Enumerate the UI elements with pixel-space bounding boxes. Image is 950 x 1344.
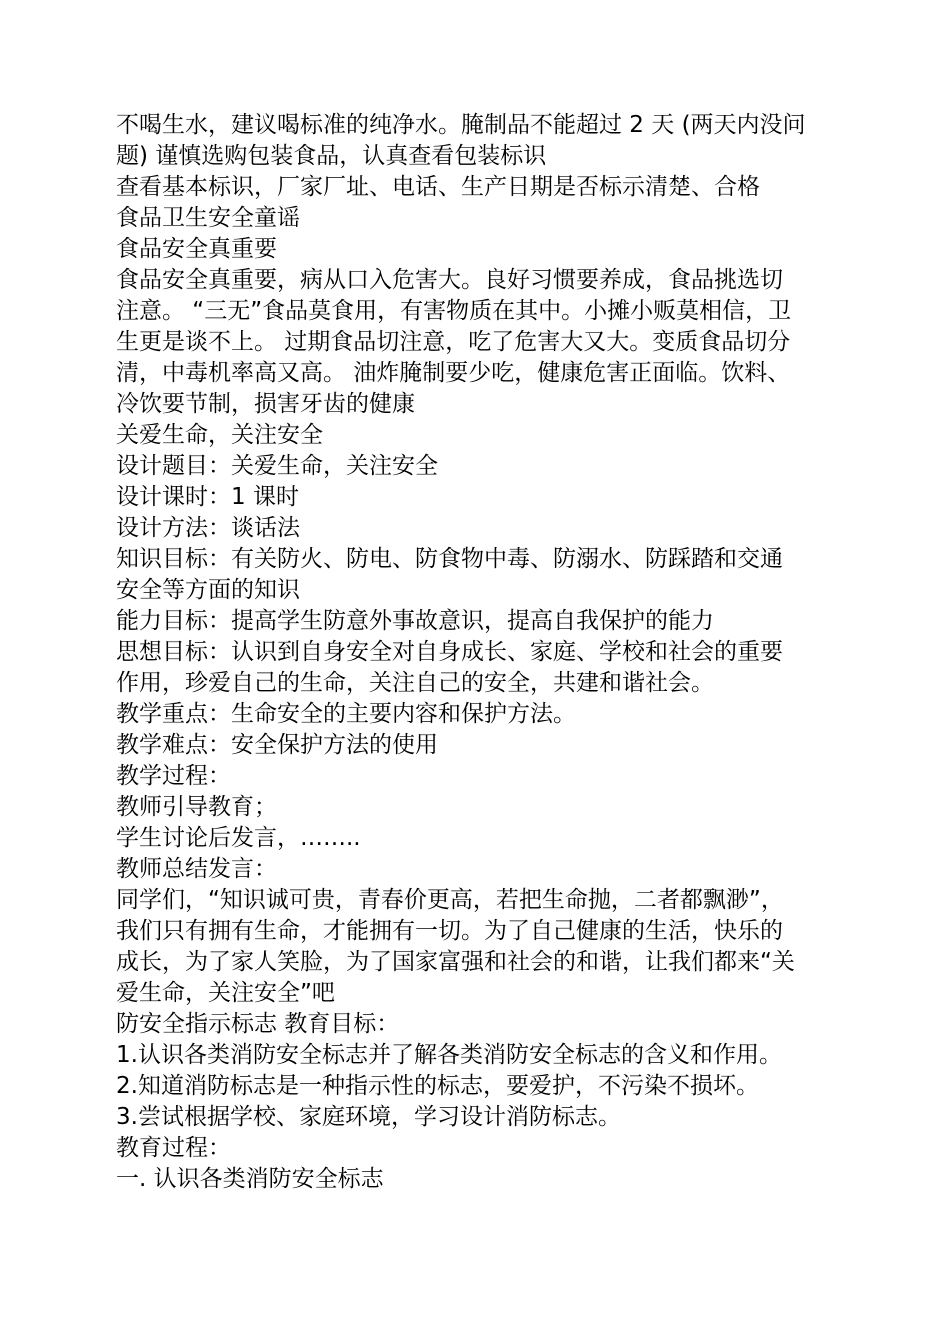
text-line: 教学过程： xyxy=(116,763,231,789)
text-line: 教学重点：生命安全的主要内容和保护方法。 xyxy=(116,701,576,727)
text-line: 题) 谨慎选购包装食品，认真查看包装标识 xyxy=(116,143,547,169)
text-line: 设计题目：关爱生命，关注安全 xyxy=(116,453,438,479)
text-line: 我们只有拥有生命，才能拥有一切。为了自己健康的生活，快乐的 xyxy=(116,918,783,944)
document-body xyxy=(116,110,836,1195)
text-line: 教师引导教育； xyxy=(116,794,277,820)
text-line: 同学们，“知识诚可贵，青春价更高，若把生命抛，二者都飘渺”， xyxy=(116,887,784,913)
text-line: 一. 认识各类消防安全标志 xyxy=(116,1166,384,1192)
text-line: 3.尝试根据学校、家庭环境，学习设计消防标志。 xyxy=(116,1104,621,1130)
text-line: 作用，珍爱自己的生命，关注自己的安全，共建和谐社会。 xyxy=(116,670,714,696)
text-line: 不喝生水，建议喝标准的纯净水。腌制品不能超过 2 天 (两天内没问 xyxy=(116,112,806,138)
text-line: 成长，为了家人笑脸，为了国家富强和社会的和谐，让我们都来“关 xyxy=(116,949,795,975)
text-line: 教师总结发言： xyxy=(116,856,277,882)
text-line: 设计方法：谈话法 xyxy=(116,515,300,541)
text-line: 学生讨论后发言，…….. xyxy=(116,825,361,851)
text-line: 爱生命，关注安全”吧 xyxy=(116,980,335,1006)
text-line: 设计课时：1 课时 xyxy=(116,484,299,510)
text-line: 防安全指示标志 教育目标： xyxy=(116,1011,400,1037)
text-line: 安全等方面的知识 xyxy=(116,577,300,603)
text-line: 2.知道消防标志是一种指示性的标志，要爱护，不污染不损坏。 xyxy=(116,1073,759,1099)
text-line: 食品安全真重要 xyxy=(116,236,277,262)
text-line: 知识目标：有关防火、防电、防食物中毒、防溺水、防踩踏和交通 xyxy=(116,546,783,572)
text-line: 能力目标：提高学生防意外事故意识，提高自我保护的能力 xyxy=(116,608,714,634)
text-line: 教学难点：安全保护方法的使用 xyxy=(116,732,438,758)
text-line: 清，中毒机率高又高。 油炸腌制要少吃，健康危害正面临。饮料、 xyxy=(116,360,791,386)
text-line: 冷饮要节制，损害牙齿的健康 xyxy=(116,391,415,417)
text-line: 1.认识各类消防安全标志并了解各类消防安全标志的含义和作用。 xyxy=(116,1042,782,1068)
text-line: 食品安全真重要，病从口入危害大。良好习惯要养成，食品挑选切 xyxy=(116,267,783,293)
text-line: 思想目标：认识到自身安全对自身成长、家庭、学校和社会的重要 xyxy=(116,639,783,665)
text-line: 食品卫生安全童谣 xyxy=(116,205,300,231)
text-line: 生更是谈不上。 过期食品切注意，吃了危害大又大。变质食品切分 xyxy=(116,329,791,355)
text-line: 关爱生命，关注安全 xyxy=(116,422,323,448)
text-line: 教育过程： xyxy=(116,1135,231,1161)
text-line: 注意。 “三无”食品莫食用，有害物质在其中。小摊小贩莫相信，卫 xyxy=(116,298,792,324)
text-line: 查看基本标识，厂家厂址、电话、生产日期是否标示清楚、合格 xyxy=(116,174,760,200)
